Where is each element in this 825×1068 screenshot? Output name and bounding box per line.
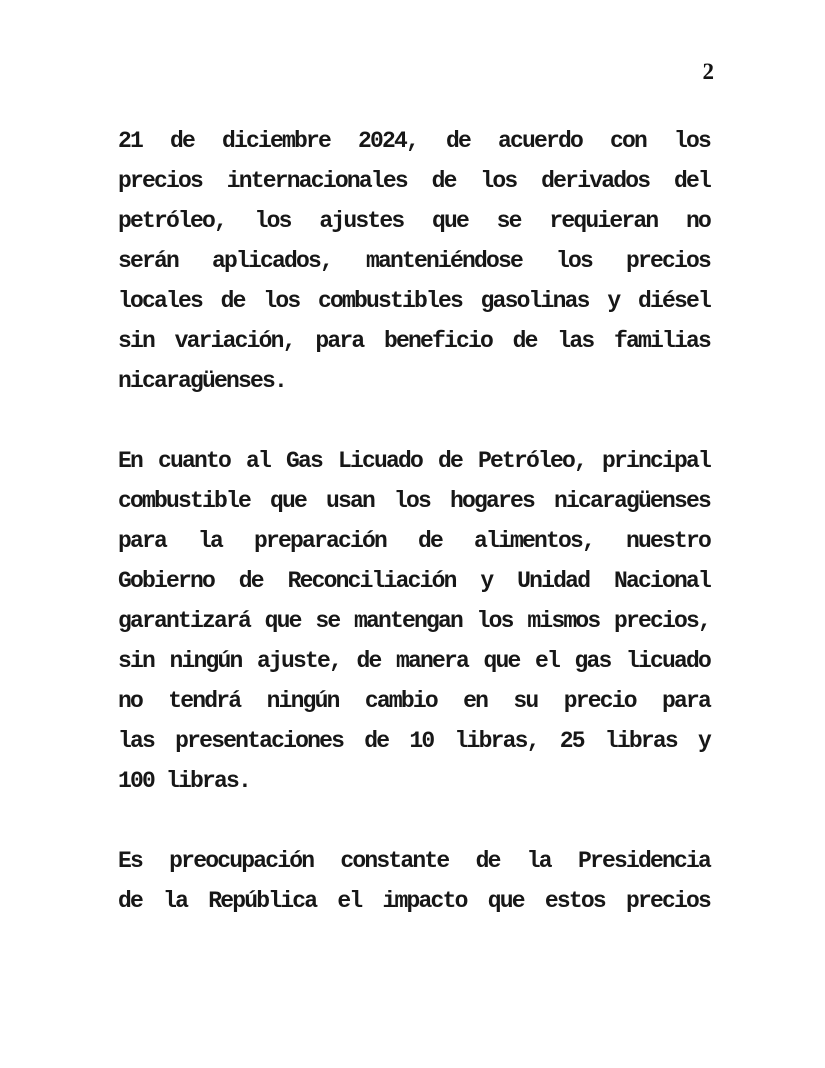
paragraph-presidency-concern [118,841,710,921]
text-line: Gobierno de Reconciliación y Unidad Nacional [118,568,710,594]
text-line: sin variación, para beneficio de las familias [118,328,710,354]
text-line: En cuanto al Gas Licuado de Petróleo, principal [118,448,710,474]
page-number: 2 [702,59,714,84]
document-body [118,121,710,961]
text-line: petróleo, los ajustes que se requieran no [118,208,710,234]
text-line: locales de los combustibles gasolinas y diésel [118,288,710,314]
text-line: precios internacionales de los derivados del [118,168,710,194]
text-line: nicaragüenses. [118,368,287,394]
text-line: no tendrá ningún cambio en su precio para [118,688,710,714]
paragraph-fuel-prices [118,121,710,401]
text-line: para la preparación de alimentos, nuestro [118,528,710,554]
text-line: 21 de diciembre 2024, de acuerdo con los [118,128,710,154]
text-line: garantizará que se mantengan los mismos precios, [118,608,710,634]
text-line: sin ningún ajuste, de manera que el gas licuado [118,648,710,674]
text-line: las presentaciones de 10 libras, 25 libras y [118,728,710,754]
text-line: Es preocupación constante de la Presidencia [118,848,710,874]
paragraph-lp-gas [118,441,710,801]
text-line: de la República el impacto que estos precios [118,888,710,914]
text-line: combustible que usan los hogares nicaragüenses [118,488,710,514]
text-line: serán aplicados, manteniéndose los precios [118,248,710,274]
text-line: 100 libras. [118,768,251,794]
